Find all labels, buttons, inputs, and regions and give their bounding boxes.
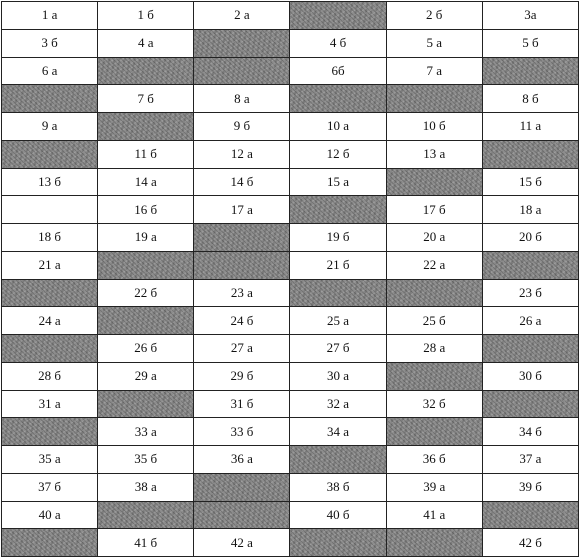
answer-cell: 2 б [386, 2, 482, 30]
shaded-cell [98, 501, 194, 529]
answer-cell: 38 а [98, 473, 194, 501]
answer-cell: 41 а [386, 501, 482, 529]
shaded-cell [98, 390, 194, 418]
answer-cell: 12 б [290, 140, 386, 168]
answer-cell: 36 а [194, 446, 290, 474]
answer-cell: 31 а [2, 390, 98, 418]
answer-cell: 27 а [194, 335, 290, 363]
shaded-cell [482, 140, 578, 168]
answer-cell: 26 б [98, 335, 194, 363]
shaded-cell [194, 224, 290, 252]
answer-cell: 20 б [482, 224, 578, 252]
answer-cell: 8 а [194, 85, 290, 113]
answer-cell: 33 б [194, 418, 290, 446]
answer-cell: 5 б [482, 29, 578, 57]
answer-cell [2, 196, 98, 224]
answer-cell: 36 б [386, 446, 482, 474]
answer-cell: 32 б [386, 390, 482, 418]
grid-row [2, 390, 579, 418]
shaded-cell [2, 140, 98, 168]
shaded-cell [386, 529, 482, 557]
answer-cell: 39 а [386, 473, 482, 501]
answer-cell: 23 б [482, 279, 578, 307]
answer-cell: 11 б [98, 140, 194, 168]
answer-cell: 25 б [386, 307, 482, 335]
answer-cell: 29 а [98, 362, 194, 390]
answer-cell: 13 б [2, 168, 98, 196]
shaded-cell [290, 279, 386, 307]
answer-cell: 39 б [482, 473, 578, 501]
answer-cell: 19 а [98, 224, 194, 252]
answer-cell: 24 б [194, 307, 290, 335]
shaded-cell [2, 418, 98, 446]
answer-cell: 17 б [386, 196, 482, 224]
answer-cell: 14 а [98, 168, 194, 196]
answer-cell: 22 б [98, 279, 194, 307]
answer-cell: 42 б [482, 529, 578, 557]
answer-cell: 11 а [482, 113, 578, 141]
grid-row [2, 224, 579, 252]
answer-cell: 34 а [290, 418, 386, 446]
answer-cell: 16 б [98, 196, 194, 224]
answer-cell: 33 а [98, 418, 194, 446]
shaded-cell [194, 57, 290, 85]
answer-cell: 37 б [2, 473, 98, 501]
shaded-cell [290, 85, 386, 113]
answer-cell: 10 б [386, 113, 482, 141]
answer-cell: 32 а [290, 390, 386, 418]
answer-cell: 17 а [194, 196, 290, 224]
answer-cell: 18 а [482, 196, 578, 224]
shaded-cell [98, 113, 194, 141]
answer-cell: 5 а [386, 29, 482, 57]
answer-cell: 38 б [290, 473, 386, 501]
grid-row [2, 529, 579, 557]
shaded-cell [98, 251, 194, 279]
shaded-cell [194, 29, 290, 57]
grid-row [2, 473, 579, 501]
answer-cell: 13 а [386, 140, 482, 168]
grid-row [2, 196, 579, 224]
answer-cell: 28 б [2, 362, 98, 390]
answer-cell: 7 б [98, 85, 194, 113]
answer-grid-body [2, 2, 579, 557]
grid-row [2, 251, 579, 279]
shaded-cell [2, 279, 98, 307]
answer-cell: 6б [290, 57, 386, 85]
answer-cell: 27 б [290, 335, 386, 363]
shaded-cell [482, 251, 578, 279]
grid-row [2, 362, 579, 390]
grid-row [2, 307, 579, 335]
answer-cell: 37 а [482, 446, 578, 474]
answer-cell: 40 б [290, 501, 386, 529]
shaded-cell [386, 418, 482, 446]
shaded-cell [2, 529, 98, 557]
answer-cell: 41 б [98, 529, 194, 557]
answer-cell: 28 а [386, 335, 482, 363]
answer-cell: 2 а [194, 2, 290, 30]
shaded-cell [290, 446, 386, 474]
answer-cell: 12 а [194, 140, 290, 168]
shaded-cell [194, 251, 290, 279]
answer-cell: 15 б [482, 168, 578, 196]
grid-row [2, 418, 579, 446]
grid-row [2, 57, 579, 85]
answer-cell: 4 б [290, 29, 386, 57]
answer-cell: 6 а [2, 57, 98, 85]
grid-row [2, 29, 579, 57]
answer-cell: 7 а [386, 57, 482, 85]
grid-row [2, 501, 579, 529]
grid-row [2, 335, 579, 363]
grid-row [2, 168, 579, 196]
answer-cell: 23 а [194, 279, 290, 307]
shaded-cell [386, 362, 482, 390]
answer-cell: 10 а [290, 113, 386, 141]
shaded-cell [290, 196, 386, 224]
answer-cell: 24 а [2, 307, 98, 335]
answer-cell: 34 б [482, 418, 578, 446]
shaded-cell [2, 85, 98, 113]
answer-cell: 30 а [290, 362, 386, 390]
shaded-cell [290, 529, 386, 557]
answer-cell: 22 а [386, 251, 482, 279]
answer-cell: 1 а [2, 2, 98, 30]
answer-cell: 4 а [98, 29, 194, 57]
shaded-cell [194, 501, 290, 529]
shaded-cell [98, 307, 194, 335]
answer-cell: 9 б [194, 113, 290, 141]
shaded-cell [290, 2, 386, 30]
answer-cell: 35 а [2, 446, 98, 474]
shaded-cell [482, 501, 578, 529]
answer-cell: 31 б [194, 390, 290, 418]
answer-cell: 19 б [290, 224, 386, 252]
shaded-cell [482, 335, 578, 363]
shaded-cell [386, 168, 482, 196]
answer-cell: 35 б [98, 446, 194, 474]
answer-cell: 8 б [482, 85, 578, 113]
answer-cell: 3 б [2, 29, 98, 57]
shaded-cell [386, 279, 482, 307]
answer-cell: 25 а [290, 307, 386, 335]
answer-grid [1, 1, 579, 557]
grid-row [2, 140, 579, 168]
shaded-cell [482, 57, 578, 85]
grid-row [2, 85, 579, 113]
answer-cell: 20 а [386, 224, 482, 252]
grid-row [2, 113, 579, 141]
shaded-cell [482, 390, 578, 418]
answer-cell: 29 б [194, 362, 290, 390]
answer-cell: 18 б [2, 224, 98, 252]
answer-cell: 15 а [290, 168, 386, 196]
answer-cell: 21 б [290, 251, 386, 279]
answer-cell: 1 б [98, 2, 194, 30]
grid-row [2, 446, 579, 474]
answer-cell: 21 а [2, 251, 98, 279]
answer-cell: 26 а [482, 307, 578, 335]
answer-cell: 30 б [482, 362, 578, 390]
shaded-cell [194, 473, 290, 501]
shaded-cell [98, 57, 194, 85]
grid-row [2, 2, 579, 30]
grid-row [2, 279, 579, 307]
answer-cell: 3а [482, 2, 578, 30]
answer-cell: 14 б [194, 168, 290, 196]
answer-cell: 40 а [2, 501, 98, 529]
shaded-cell [386, 85, 482, 113]
answer-cell: 42 а [194, 529, 290, 557]
answer-cell: 9 а [2, 113, 98, 141]
shaded-cell [2, 335, 98, 363]
